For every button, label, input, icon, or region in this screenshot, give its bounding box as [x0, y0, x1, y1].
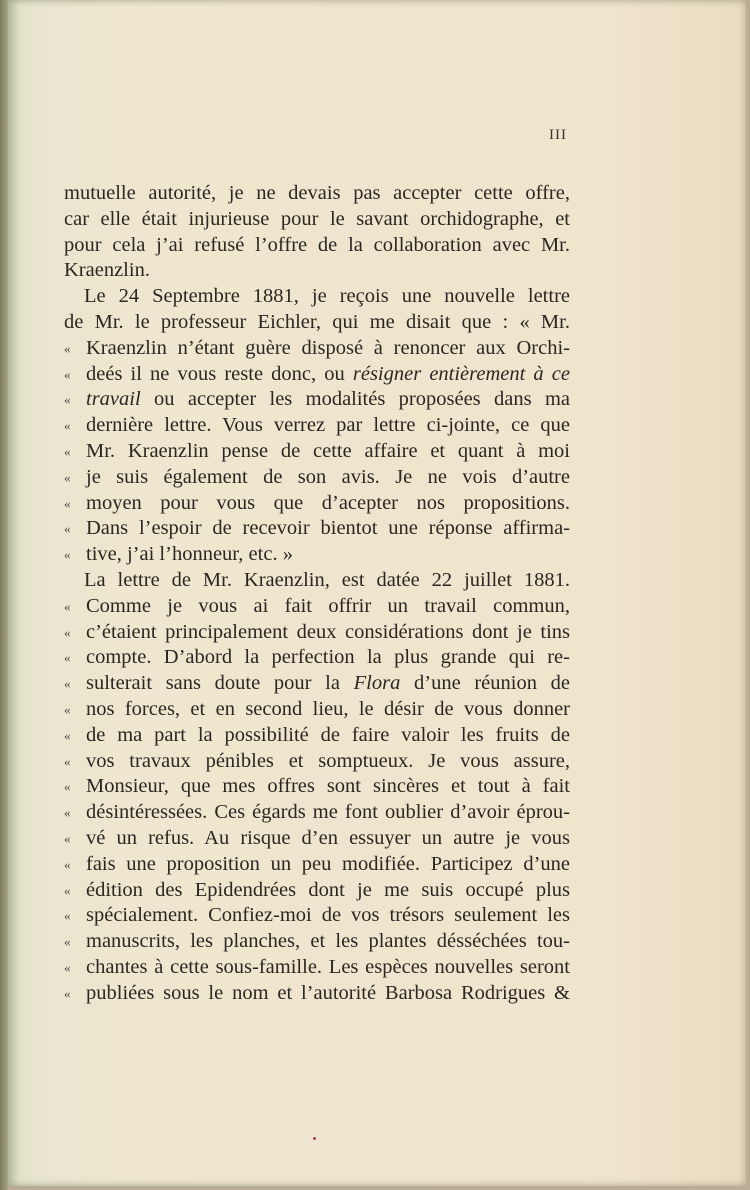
text-line [64, 233, 570, 259]
text-line [64, 362, 570, 388]
line-text: La lettre de Mr. Kraenzlin, est datée 22 juillet 1881. [84, 568, 570, 591]
body-text [64, 181, 570, 1007]
line-text: chantes à cette sous-famille. Les espèces nouvelles seront [86, 955, 570, 978]
line-text: je suis également de son avis. Je ne vois d’autre [86, 465, 570, 488]
text-line [64, 310, 570, 336]
line-text: pour cela j’ai refusé l’offre de la collaboration avec Mr. [64, 233, 570, 256]
text-line [64, 207, 570, 233]
text-line [64, 749, 570, 775]
quote-mark: « [64, 727, 71, 743]
quote-mark: « [64, 624, 71, 640]
text-line [64, 516, 570, 542]
text-line [64, 671, 570, 697]
line-text: vos travaux pénibles et somptueux. Je vous assure, [86, 749, 570, 772]
line-text: sulterait sans doute pour la Flora d’une réunion de [86, 672, 570, 695]
line-text: tive, j’ai l’honneur, etc. » [86, 543, 293, 566]
line-text: Kraenzlin n’étant guère disposé à renoncer aux Orchi- [86, 336, 570, 359]
text-line [64, 800, 570, 826]
line-text: Mr. Kraenzlin pense de cette affaire et quant à moi [86, 439, 570, 462]
text-line [64, 955, 570, 981]
text-line [64, 542, 570, 568]
text-line [64, 645, 570, 671]
line-text: Dans l’espoir de recevoir bientot une réponse affirma- [86, 517, 570, 540]
quote-mark: « [64, 856, 71, 872]
text-line [64, 929, 570, 955]
quote-mark: « [64, 392, 71, 408]
text-line [64, 697, 570, 723]
text-line [64, 826, 570, 852]
text-line [64, 774, 570, 800]
quote-mark: « [64, 934, 71, 950]
quote-mark: « [64, 676, 71, 692]
text-line [64, 903, 570, 929]
quote-mark: « [64, 779, 71, 795]
quote-mark: « [64, 959, 71, 975]
line-text: de ma part la possibilité de faire valoir les fruits de [86, 723, 570, 746]
line-text: édition des Epidendrées dont je me suis occupé plus [86, 878, 570, 901]
quote-mark: « [64, 521, 71, 537]
quote-mark: « [64, 366, 71, 382]
line-text: publiées sous le nom et l’autorité Barbosa Rodrigues & [86, 981, 570, 1004]
text-line [64, 981, 570, 1007]
text-line [64, 723, 570, 749]
text-line [64, 852, 570, 878]
line-text: deés il ne vous reste donc, ou résigner entièrement à ce [86, 362, 570, 385]
line-text: fais une proposition un peu modifiée. Participez d’une [86, 852, 570, 875]
line-text: compte. D’abord la perfection la plus grande qui re- [86, 646, 570, 669]
text-line [64, 284, 570, 310]
line-text: Kraenzlin. [64, 259, 150, 282]
line-text: travail ou accepter les modalités proposées dans ma [86, 388, 570, 411]
quote-mark: « [64, 598, 71, 614]
line-text: moyen pour vous que d’acepter nos propositions. [86, 491, 570, 514]
line-text: mutuelle autorité, je ne devais pas accepter cette offre, [64, 182, 570, 204]
quote-mark: « [64, 882, 71, 898]
line-text: nos forces, et en second lieu, le désir de vous donner [86, 697, 570, 720]
text-line [64, 439, 570, 465]
quote-mark: « [64, 908, 71, 924]
text-line [64, 181, 570, 207]
quote-mark: « [64, 701, 71, 717]
line-text: car elle était injurieuse pour le savant orchidographe, et [64, 207, 570, 230]
quote-mark: « [64, 340, 71, 356]
quote-mark: « [64, 495, 71, 511]
text-line [64, 387, 570, 413]
book-page [8, 0, 746, 1186]
text-line [64, 878, 570, 904]
text-line [64, 620, 570, 646]
text-line [64, 336, 570, 362]
page-number: III [549, 127, 567, 143]
quote-mark: « [64, 650, 71, 666]
line-text: de Mr. le professeur Eichler, qui me disait que : « Mr. [64, 310, 570, 333]
text-line [64, 594, 570, 620]
text-line [64, 465, 570, 491]
line-text: manuscrits, les planches, et les plantes désséchées tou- [86, 930, 570, 953]
line-text: Le 24 Septembre 1881, je reçois une nouvelle lettre [84, 285, 570, 308]
book-spine-edge [0, 0, 8, 1190]
ink-speck [313, 1137, 316, 1140]
quote-mark: « [64, 985, 71, 1001]
text-line [64, 258, 570, 284]
quote-mark: « [64, 830, 71, 846]
line-text: dernière lettre. Vous verrez par lettre ci-jointe, ce que [86, 414, 570, 437]
quote-mark: « [64, 805, 71, 821]
text-line [64, 413, 570, 439]
line-text: Monsieur, que mes offres sont sincères et tout à fait [86, 775, 570, 798]
line-text: c’étaient principalement deux considérations dont je tins [86, 620, 570, 643]
quote-mark: « [64, 418, 71, 434]
quote-mark: « [64, 443, 71, 459]
quote-mark: « [64, 753, 71, 769]
line-text: spécialement. Confiez-moi de vos trésors seulement les [86, 904, 570, 927]
text-line [64, 568, 570, 594]
text-line [64, 491, 570, 517]
line-text: désintéressées. Ces égards me font oublier d’avoir éprou- [86, 801, 570, 824]
quote-mark: « [64, 547, 71, 563]
line-text: vé un refus. Au risque d’en essuyer un autre je vous [86, 826, 570, 849]
quote-mark: « [64, 469, 71, 485]
line-text: Comme je vous ai fait offrir un travail commun, [86, 594, 570, 617]
